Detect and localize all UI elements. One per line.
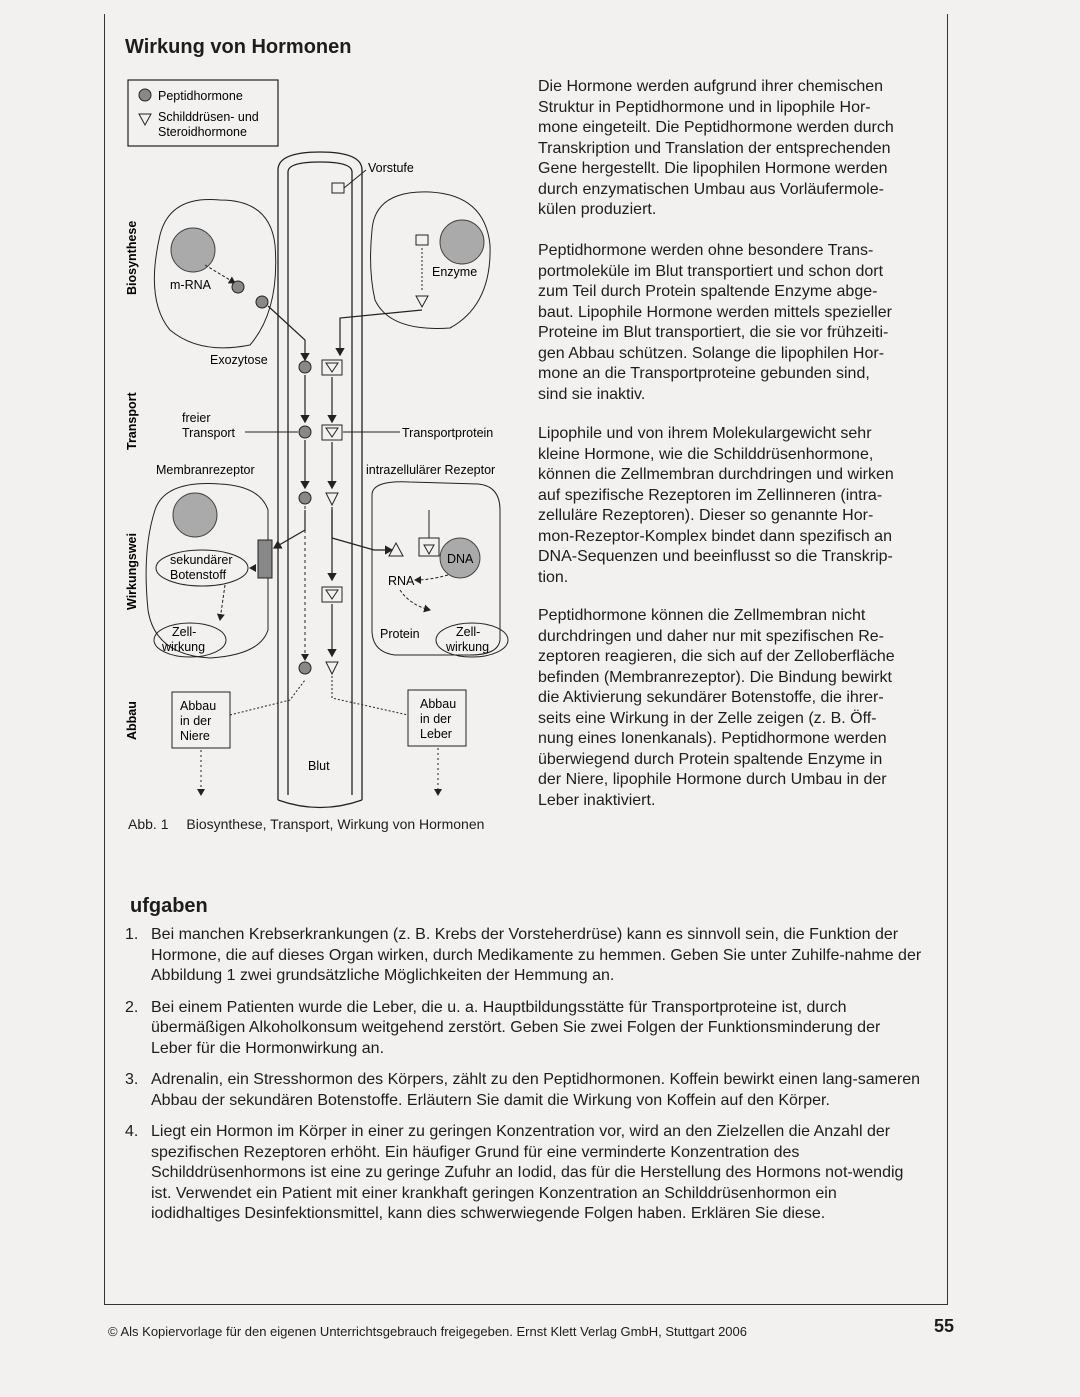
task-item: 4. Liegt ein Hormon im Körper in einer zu geringen Konzentration vor, wird an den Zielzellen die Anzahl der spezifischen Rezeptoren erhöht. Ein häufiger Grund für eine verminderte Konzentration des Schilddrüsenhormons ist eine zu geringe Zufuhr an Iodid, das für die Herstellung des Hormons not-wendig ist. Verwendet ein Patient mit einer krankhaft geringen Konzentration an Schilddrüsenhormon ein iodidhaltiges Desinfektionsmittel, kann dies schwerwiegende Folgen haben. Erklären Sie diese. — [125, 1123, 904, 1222]
abbau-leber-label-2: in der — [420, 712, 452, 726]
legend — [128, 80, 278, 146]
nucleus-icon — [171, 228, 215, 272]
hormone-diagram — [110, 70, 530, 810]
legend-lipo-label-1: Schilddrüsen- und — [158, 110, 259, 124]
mrna-label: m-RNA — [170, 278, 211, 292]
zellwirkung-right-label-1: Zell- — [456, 625, 481, 639]
task-item: 3. Adrenalin, ein Stresshormon des Körpers, zählt zu den Peptidhormonen. Koffein bewirkt einen lang-sameren Abbau der sekundären Botenstoffe. Erläutern Sie damit die Wirkung von Koffein auf den Körper. — [125, 1071, 921, 1109]
freier-transport-label-1: freier — [182, 411, 211, 425]
abbau-leber-label-3: Leber — [420, 727, 452, 741]
steroid-nucleus-icon — [440, 220, 484, 264]
protein-label: Protein — [380, 627, 420, 641]
abbau-niere-label-1: Abbau — [180, 699, 217, 713]
zellwirkung-left-label-1: Zell- — [172, 625, 197, 639]
copyright-footer: © Als Kopiervorlage für den eigenen Unterrichtsgebrauch freigegeben. Ernst Klett Verlag GmbH, Stuttgart 2006 — [108, 1324, 747, 1339]
legend-lipo-label-2: Steroidhormone — [158, 125, 247, 139]
paragraph-3: Lipophile und von ihrem Molekulargewicht sehr kleine Hormone, wie die Schilddrüsenhormone, können die Zellmembran durchdringen und wirken auf spezifische Rezeptoren im Zellinneren (intra- zelluläre Rezeptoren). Dieser so genannte Hor- mon-Rezeptor-Komplex bindet dann spezifisch an DNA-Sequenzen und beeinflusst so die Transkrip- tion. — [538, 425, 894, 586]
rna-label: RNA — [388, 574, 415, 588]
row-label-wirkungsweise: Wirkungswei — [125, 533, 139, 610]
lipophilic-hormone-icon — [139, 114, 151, 125]
peptide-cell — [154, 199, 275, 347]
membranrezeptor-label: Membranrezeptor — [156, 463, 255, 477]
blut-label: Blut — [308, 759, 330, 773]
sekundaerer-botenstoff-label-1: sekundärer — [170, 553, 233, 567]
paragraph-4: Peptidhormone können die Zellmembran nicht durchdringen und daher nur mit spezifischen Re- zeptoren reagieren, die sich auf der Zelloberfläche befinden (Membranrezeptor). Die Bindung bewirkt die Aktivierung sekundärer Botenstoffe, die ihrer- seits eine Wirkung in der Zelle zeigen (z. B. Öff- nung eines Ionenkanals). Peptidhormone werden überwiegend durch Protein spaltende Enzyme in der Niere, lipophile Hormone durch Umbau in der Leber inaktiviert. — [538, 607, 895, 809]
caption-number: Abb. 1 — [128, 816, 169, 832]
task-item: 1. Bei manchen Krebserkrankungen (z. B. Krebs der Vorsteherdrüse) kann es sinnvoll sein, die Funktion der Hormone, die auf dieses Organ wirken, durch Medikamente zu hemmen. Geben Sie unter Zuhilfe-nahme der Abbildung 1 zwei grundsätzliche Möglichkeiten der Hemmung an. — [125, 926, 922, 984]
dna-label: DNA — [447, 552, 474, 566]
task-item: 2. Bei einem Patienten wurde die Leber, die u. a. Hauptbildungsstätte für Transportproteine ist, durch übermäßigen Alkoholkonsum weitgehend zerstört. Geben Sie zwei Folgen der Funktionsminderung der Leber für die Hormonwirkung an. — [125, 998, 881, 1057]
blood-vessel — [278, 152, 362, 808]
caption-text: Biosynthese, Transport, Wirkung von Hormonen — [186, 816, 485, 832]
row-label-abbau: Abbau — [125, 701, 139, 740]
zellwirkung-left-label-2: wirkung — [162, 640, 206, 654]
abbau-leber-label-1: Abbau — [420, 697, 457, 711]
exozytose-label: Exozytose — [210, 353, 268, 367]
vorstufe-label: Vorstufe — [368, 161, 414, 175]
freier-transport-label-2: Transport — [182, 426, 236, 440]
sekundaerer-botenstoff-label-2: Botenstoff — [170, 568, 227, 582]
zellwirkung-right-label-2: wirkung — [446, 640, 490, 654]
intrazellulaerer-rezeptor-label: intrazellulärer Rezeptor — [366, 463, 496, 477]
row-label-biosynthese: Biosynthese — [125, 220, 139, 295]
row-label-transport: Transport — [125, 392, 139, 450]
abbau-niere-label-3: Niere — [180, 729, 210, 743]
membrane-receptor-icon — [258, 540, 272, 578]
paragraph-2: Peptidhormone werden ohne besondere Trans- portmoleküle im Blut transportiert und schon dort zum Teil durch Protein spaltende Enzyme abge- baut. Lipophile Hormone werden mittels spezieller Proteine im Blut transportiert, die sie vor frühzeiti- gen Abbau schützen. Solange die lipophilen Hor- mone an die Transportproteine gebunden sind, sind sie inaktiv. — [538, 242, 892, 403]
page-number: 55 — [934, 1316, 955, 1336]
page-title: Wirkung von Hormonen — [125, 36, 352, 58]
enzyme-label: Enzyme — [432, 265, 478, 279]
task-list — [125, 925, 925, 1236]
legend-peptide-label: Peptidhormone — [158, 89, 243, 103]
transportprotein-label: Transportprotein — [402, 426, 494, 440]
figure-caption — [128, 816, 484, 832]
peptide-hormone-icon — [139, 89, 151, 101]
paragraph-1: Die Hormone werden aufgrund ihrer chemischen Struktur in Peptidhormone und in lipophile Hor- mone eingeteilt. Die Peptidhormone werden durch Transkription und Translation der entsprechenden Gene hergestellt. Die lipophilen Hormone werden durch enzymatischen Umbau aus Vorläufermole- külen produziert. — [538, 78, 894, 218]
tasks-heading: ufgaben — [130, 895, 208, 917]
abbau-niere-label-2: in der — [180, 714, 212, 728]
